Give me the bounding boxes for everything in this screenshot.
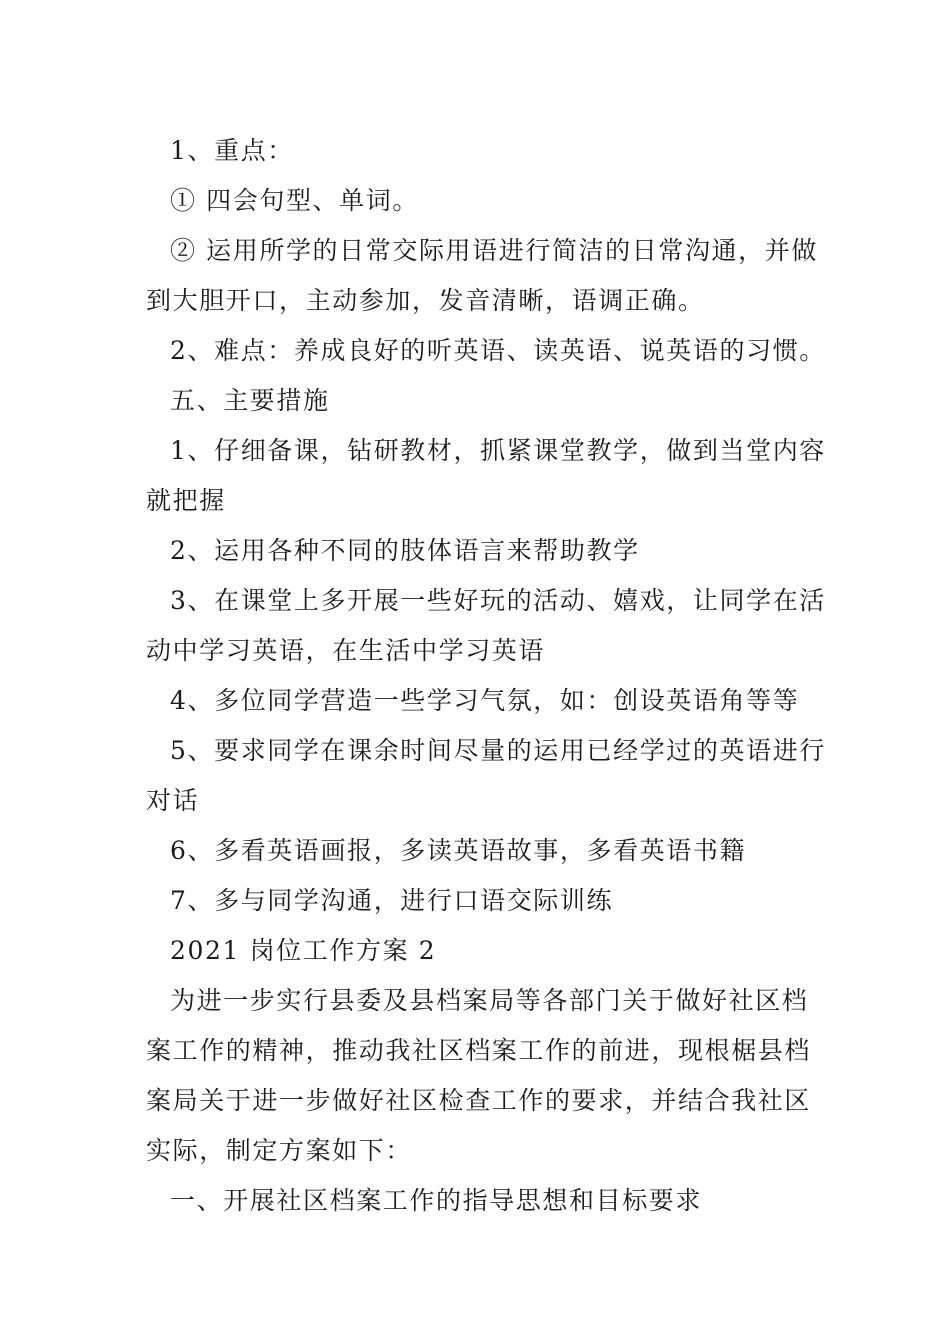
text-line: 1、重点： xyxy=(170,136,294,165)
text-line: 动中学习英语，在生活中学习英语 xyxy=(146,636,546,665)
text-line: 2、难点：养成良好的听英语、读英语、说英语的习惯。 xyxy=(170,336,826,365)
text-line: 为进一步实行县委及县档案局等各部门关于做好社区档 xyxy=(170,986,809,1015)
text-line: 对话 xyxy=(146,786,200,815)
text-line: 3、在课堂上多开展一些好玩的活动、嬉戏，让同学在活 xyxy=(170,586,826,615)
text-line: ① 四会句型、单词。 xyxy=(170,186,419,215)
document-title: 2021 岗位工作方案 2 xyxy=(170,936,437,965)
section-heading: 一、开展社区档案工作的指导思想和目标要求 xyxy=(170,1186,703,1215)
text-line: 案局关于进一步做好社区检查工作的要求，并结合我社区 xyxy=(146,1086,812,1115)
text-line: 2、运用各种不同的肢体语言来帮助教学 xyxy=(170,536,640,565)
text-line: 就把握 xyxy=(146,486,226,515)
text-line: 1、仔细备课，钻研教材，抓紧课堂教学，做到当堂内容 xyxy=(170,436,826,465)
text-line: 7、多与同学沟通，进行口语交际训练 xyxy=(170,886,614,915)
text-line: ② 运用所学的日常交际用语进行简洁的日常沟通，并做 xyxy=(170,236,818,265)
text-line: 5、要求同学在课余时间尽量的运用已经学过的英语进行 xyxy=(170,736,826,765)
section-heading: 五、主要措施 xyxy=(170,386,330,415)
text-line: 实际，制定方案如下： xyxy=(146,1136,413,1165)
text-line: 4、多位同学营造一些学习气氛，如：创设英语角等等 xyxy=(170,686,800,715)
text-line: 到大胆开口，主动参加，发音清晰，语调正确。 xyxy=(146,286,705,315)
text-line: 案工作的精神，推动我社区档案工作的前进，现根椐县档 xyxy=(146,1036,812,1065)
text-line: 6、多看英语画报，多读英语故事，多看英语书籍 xyxy=(170,836,747,865)
